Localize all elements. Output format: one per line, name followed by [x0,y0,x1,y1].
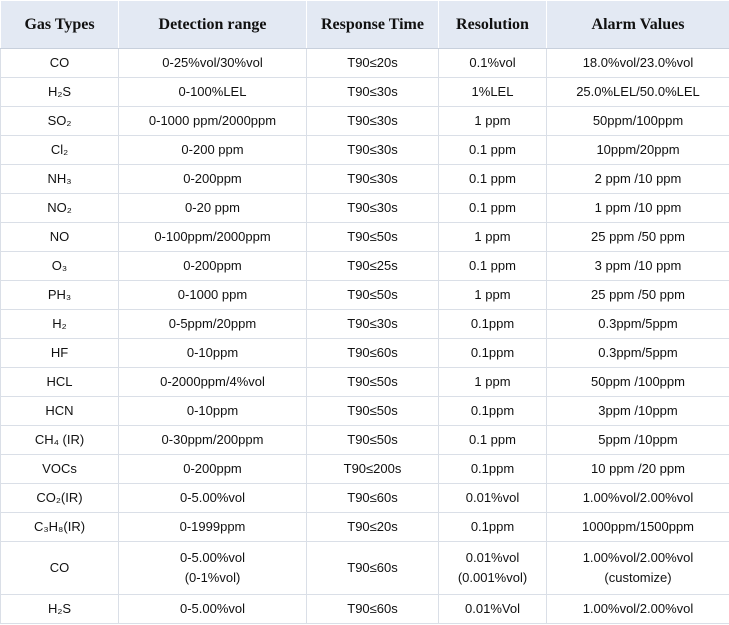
gas-type-cell: SO₂ [1,107,119,136]
response-time-cell: T90≤20s [307,513,439,542]
alarm-values-cell: 25 ppm /50 ppm [547,223,729,252]
resolution-cell: 0.1 ppm [439,194,547,223]
gas-type-cell: H₂ [1,310,119,339]
alarm-values-cell: 50ppm/100ppm [547,107,729,136]
alarm-values-cell [547,542,729,595]
header-resolution: Resolution [439,1,547,49]
table-row [1,136,729,165]
gas-type-cell: VOCs [1,455,119,484]
table-row [1,281,729,310]
table-row [1,513,729,542]
alarm-values-cell: 0.3ppm/5ppm [547,339,729,368]
detection-range-cell: 0-20 ppm [119,194,307,223]
detection-range-cell: 0-5.00%vol [119,595,307,624]
response-time-cell: T90≤60s [307,484,439,513]
cell-line: (customize) [604,570,672,585]
table-header [1,1,729,49]
detection-range-cell: 0-2000ppm/4%vol [119,368,307,397]
alarm-values-cell: 3ppm /10ppm [547,397,729,426]
resolution-cell: 0.1ppm [439,455,547,484]
resolution-cell: 0.1%vol [439,49,547,78]
resolution-cell: 1%LEL [439,78,547,107]
detection-range-cell: 0-10ppm [119,397,307,426]
gas-type-cell: C₃H₈(IR) [1,513,119,542]
alarm-values-cell: 1000ppm/1500ppm [547,513,729,542]
gas-type-cell: CH₄ (IR) [1,426,119,455]
resolution-cell: 0.1 ppm [439,165,547,194]
response-time-cell: T90≤25s [307,252,439,281]
resolution-cell: 0.1ppm [439,397,547,426]
cell-line: 1.00%vol/2.00%vol [582,550,694,565]
alarm-values-cell: 5ppm /10ppm [547,426,729,455]
table-row [1,49,729,78]
table-row [1,194,729,223]
table-row [1,165,729,194]
table-row [1,397,729,426]
response-time-cell: T90≤50s [307,223,439,252]
gas-type-cell: Cl₂ [1,136,119,165]
gas-type-cell: NO [1,223,119,252]
gas-type-cell: PH₃ [1,281,119,310]
resolution-cell [439,542,547,595]
detection-range-cell: 0-200ppm [119,455,307,484]
gas-type-cell: NO₂ [1,194,119,223]
alarm-values-cell: 25 ppm /50 ppm [547,281,729,310]
detection-range-cell: 0-30ppm/200ppm [119,426,307,455]
detection-range-cell: 0-1000 ppm [119,281,307,310]
detection-range-cell: 0-200 ppm [119,136,307,165]
response-time-cell: T90≤50s [307,281,439,310]
alarm-values-cell: 2 ppm /10 ppm [547,165,729,194]
response-time-cell: T90≤60s [307,339,439,368]
alarm-values-cell: 1 ppm /10 ppm [547,194,729,223]
header-detection-range: Detection range [119,1,307,49]
alarm-values-cell: 10ppm/20ppm [547,136,729,165]
table-row [1,107,729,136]
gas-type-cell: HCN [1,397,119,426]
alarm-values-cell: 50ppm /100ppm [547,368,729,397]
table-row [1,252,729,281]
table-row [1,78,729,107]
resolution-cell: 0.1ppm [439,513,547,542]
resolution-cell: 1 ppm [439,107,547,136]
detection-range-cell: 0-1000 ppm/2000ppm [119,107,307,136]
gas-type-cell: HF [1,339,119,368]
gas-type-cell: HCL [1,368,119,397]
resolution-cell: 0.1 ppm [439,426,547,455]
resolution-cell: 0.01%vol [439,484,547,513]
response-time-cell: T90≤30s [307,136,439,165]
gas-type-cell: H₂S [1,595,119,624]
detection-range-cell: 0-100%LEL [119,78,307,107]
gas-type-cell: H₂S [1,78,119,107]
alarm-values-cell: 3 ppm /10 ppm [547,252,729,281]
table-row [1,484,729,513]
cell-line: (0-1%vol) [184,570,241,585]
table-row [1,455,729,484]
header-gas-types: Gas Types [1,1,119,49]
response-time-cell: T90≤30s [307,310,439,339]
alarm-values-cell: 18.0%vol/23.0%vol [547,49,729,78]
response-time-cell: T90≤60s [307,542,439,595]
gas-type-cell: CO [1,542,119,595]
table-row [1,595,729,624]
detection-range-cell: 0-5ppm/20ppm [119,310,307,339]
response-time-cell: T90≤50s [307,397,439,426]
response-time-cell: T90≤200s [307,455,439,484]
resolution-cell: 1 ppm [439,368,547,397]
alarm-values-cell: 10 ppm /20 ppm [547,455,729,484]
response-time-cell: T90≤50s [307,368,439,397]
resolution-cell: 0.1ppm [439,339,547,368]
cell-line: 0.01%vol [465,550,520,565]
cell-line: (0.001%vol) [457,570,528,585]
table-row [1,310,729,339]
cell-line: 0-5.00%vol [179,550,246,565]
detection-range-cell: 0-100ppm/2000ppm [119,223,307,252]
gas-type-cell: NH₃ [1,165,119,194]
response-time-cell: T90≤30s [307,107,439,136]
resolution-cell: 0.1 ppm [439,252,547,281]
table-row [1,368,729,397]
detection-range-cell: 0-200ppm [119,165,307,194]
gas-type-cell: CO [1,49,119,78]
alarm-values-cell: 0.3ppm/5ppm [547,310,729,339]
response-time-cell: T90≤60s [307,595,439,624]
alarm-values-cell: 25.0%LEL/50.0%LEL [547,78,729,107]
response-time-cell: T90≤30s [307,194,439,223]
gas-type-cell: O₃ [1,252,119,281]
alarm-values-cell: 1.00%vol/2.00%vol [547,595,729,624]
response-time-cell: T90≤20s [307,49,439,78]
header-row [1,1,729,49]
gas-type-cell: CO₂(IR) [1,484,119,513]
resolution-cell: 1 ppm [439,281,547,310]
table-row [1,426,729,455]
detection-range-cell: 0-1999ppm [119,513,307,542]
table-row [1,223,729,252]
detection-range-cell: 0-5.00%vol [119,484,307,513]
detection-range-cell: 0-10ppm [119,339,307,368]
alarm-values-cell: 1.00%vol/2.00%vol [547,484,729,513]
header-alarm-values: Alarm Values [547,1,729,49]
table-row [1,542,729,595]
header-response-time: Response Time [307,1,439,49]
table-row [1,339,729,368]
response-time-cell: T90≤30s [307,165,439,194]
detection-range-cell [119,542,307,595]
resolution-cell: 0.1 ppm [439,136,547,165]
response-time-cell: T90≤30s [307,78,439,107]
table-body [1,49,729,624]
resolution-cell: 0.01%Vol [439,595,547,624]
response-time-cell: T90≤50s [307,426,439,455]
detection-range-cell: 0-25%vol/30%vol [119,49,307,78]
resolution-cell: 0.1ppm [439,310,547,339]
detection-range-cell: 0-200ppm [119,252,307,281]
resolution-cell: 1 ppm [439,223,547,252]
